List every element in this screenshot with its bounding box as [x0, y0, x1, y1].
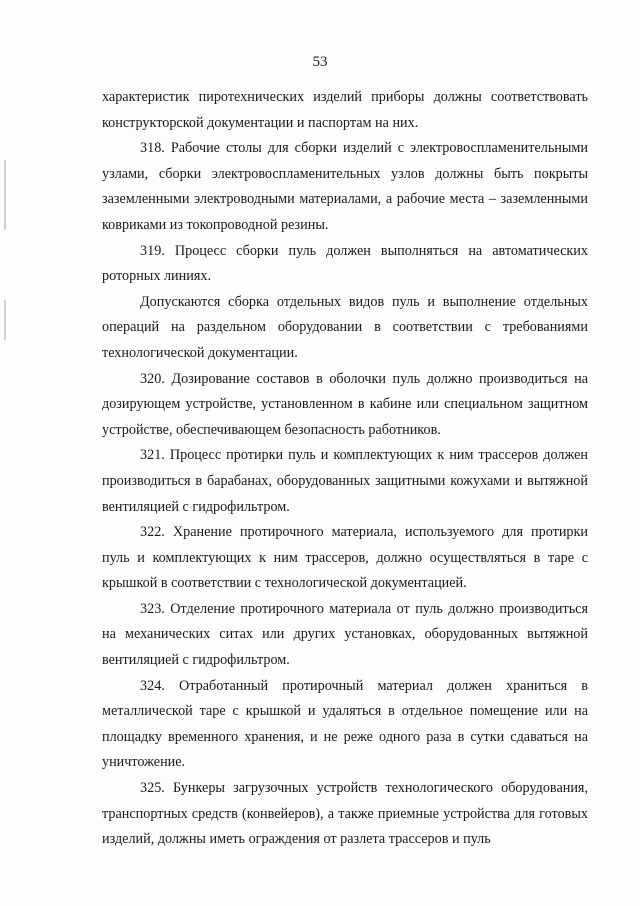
paragraph: 321. Процесс протирки пуль и комплектующих к ним трассеров должен производиться в барабанах, оборудованных защитными кожухами и вытяжной вентиляцией с гидрофильтром. — [102, 447, 588, 515]
scan-edge-mark — [4, 300, 6, 340]
paragraph: 323. Отделение протирочного материала от пуль должно производиться на механических ситах или других установках, оборудованных вытяжной вентиляцией с гидрофильтром. — [102, 600, 588, 669]
paragraph: 319. Процесс сборки пуль должен выполняться на автоматических роторных линиях. — [102, 242, 588, 285]
page-number: 53 — [312, 54, 328, 70]
paragraph: 320. Дозирование составов в оболочки пуль должно производиться на дозирующем устройстве, установленном в кабине или специальном защитном устройстве, обеспечивающем безопасность работников. — [102, 370, 588, 438]
paragraph: Допускаются сборка отдельных видов пуль и выполнение отдельных операций на раздельном оборудовании в соответствии с требованиями технологической документации. — [102, 293, 588, 361]
paragraph: 325. Бункеры загрузочных устройств технологического оборудования, транспортных средств (конвейеров), а также приемные устройства для готовых изделий, должны иметь ограждения от разлета трассеров и пуль — [102, 780, 588, 848]
paragraph: характеристик пиротехнических изделий приборы должны соответствовать конструкторской документации и паспортам на них. — [102, 89, 588, 131]
paragraph: 322. Хранение протирочного материала, используемого для протирки пуль и комплектующих к ним трассеров, должно осуществляться в таре с крышкой в соответствии с технологической документацией. — [102, 524, 588, 592]
paragraph: 318. Рабочие столы для сборки изделий с электровоспламенительными узлами, сборки электровоспламенительных узлов должны быть покрыты заземленными электроводными материалами, а рабочие места – заземленными ковриками из токопроводной резины. — [102, 140, 588, 233]
scan-edge-mark — [4, 160, 6, 230]
document-body — [102, 85, 588, 853]
paragraph: 324. Отработанный протирочный материал должен храниться в металлической таре с крышкой и удаляться в отдельное помещение или на площадку временного хранения, и не реже одного раза в сутки сдаваться на уничтожение. — [102, 677, 588, 771]
